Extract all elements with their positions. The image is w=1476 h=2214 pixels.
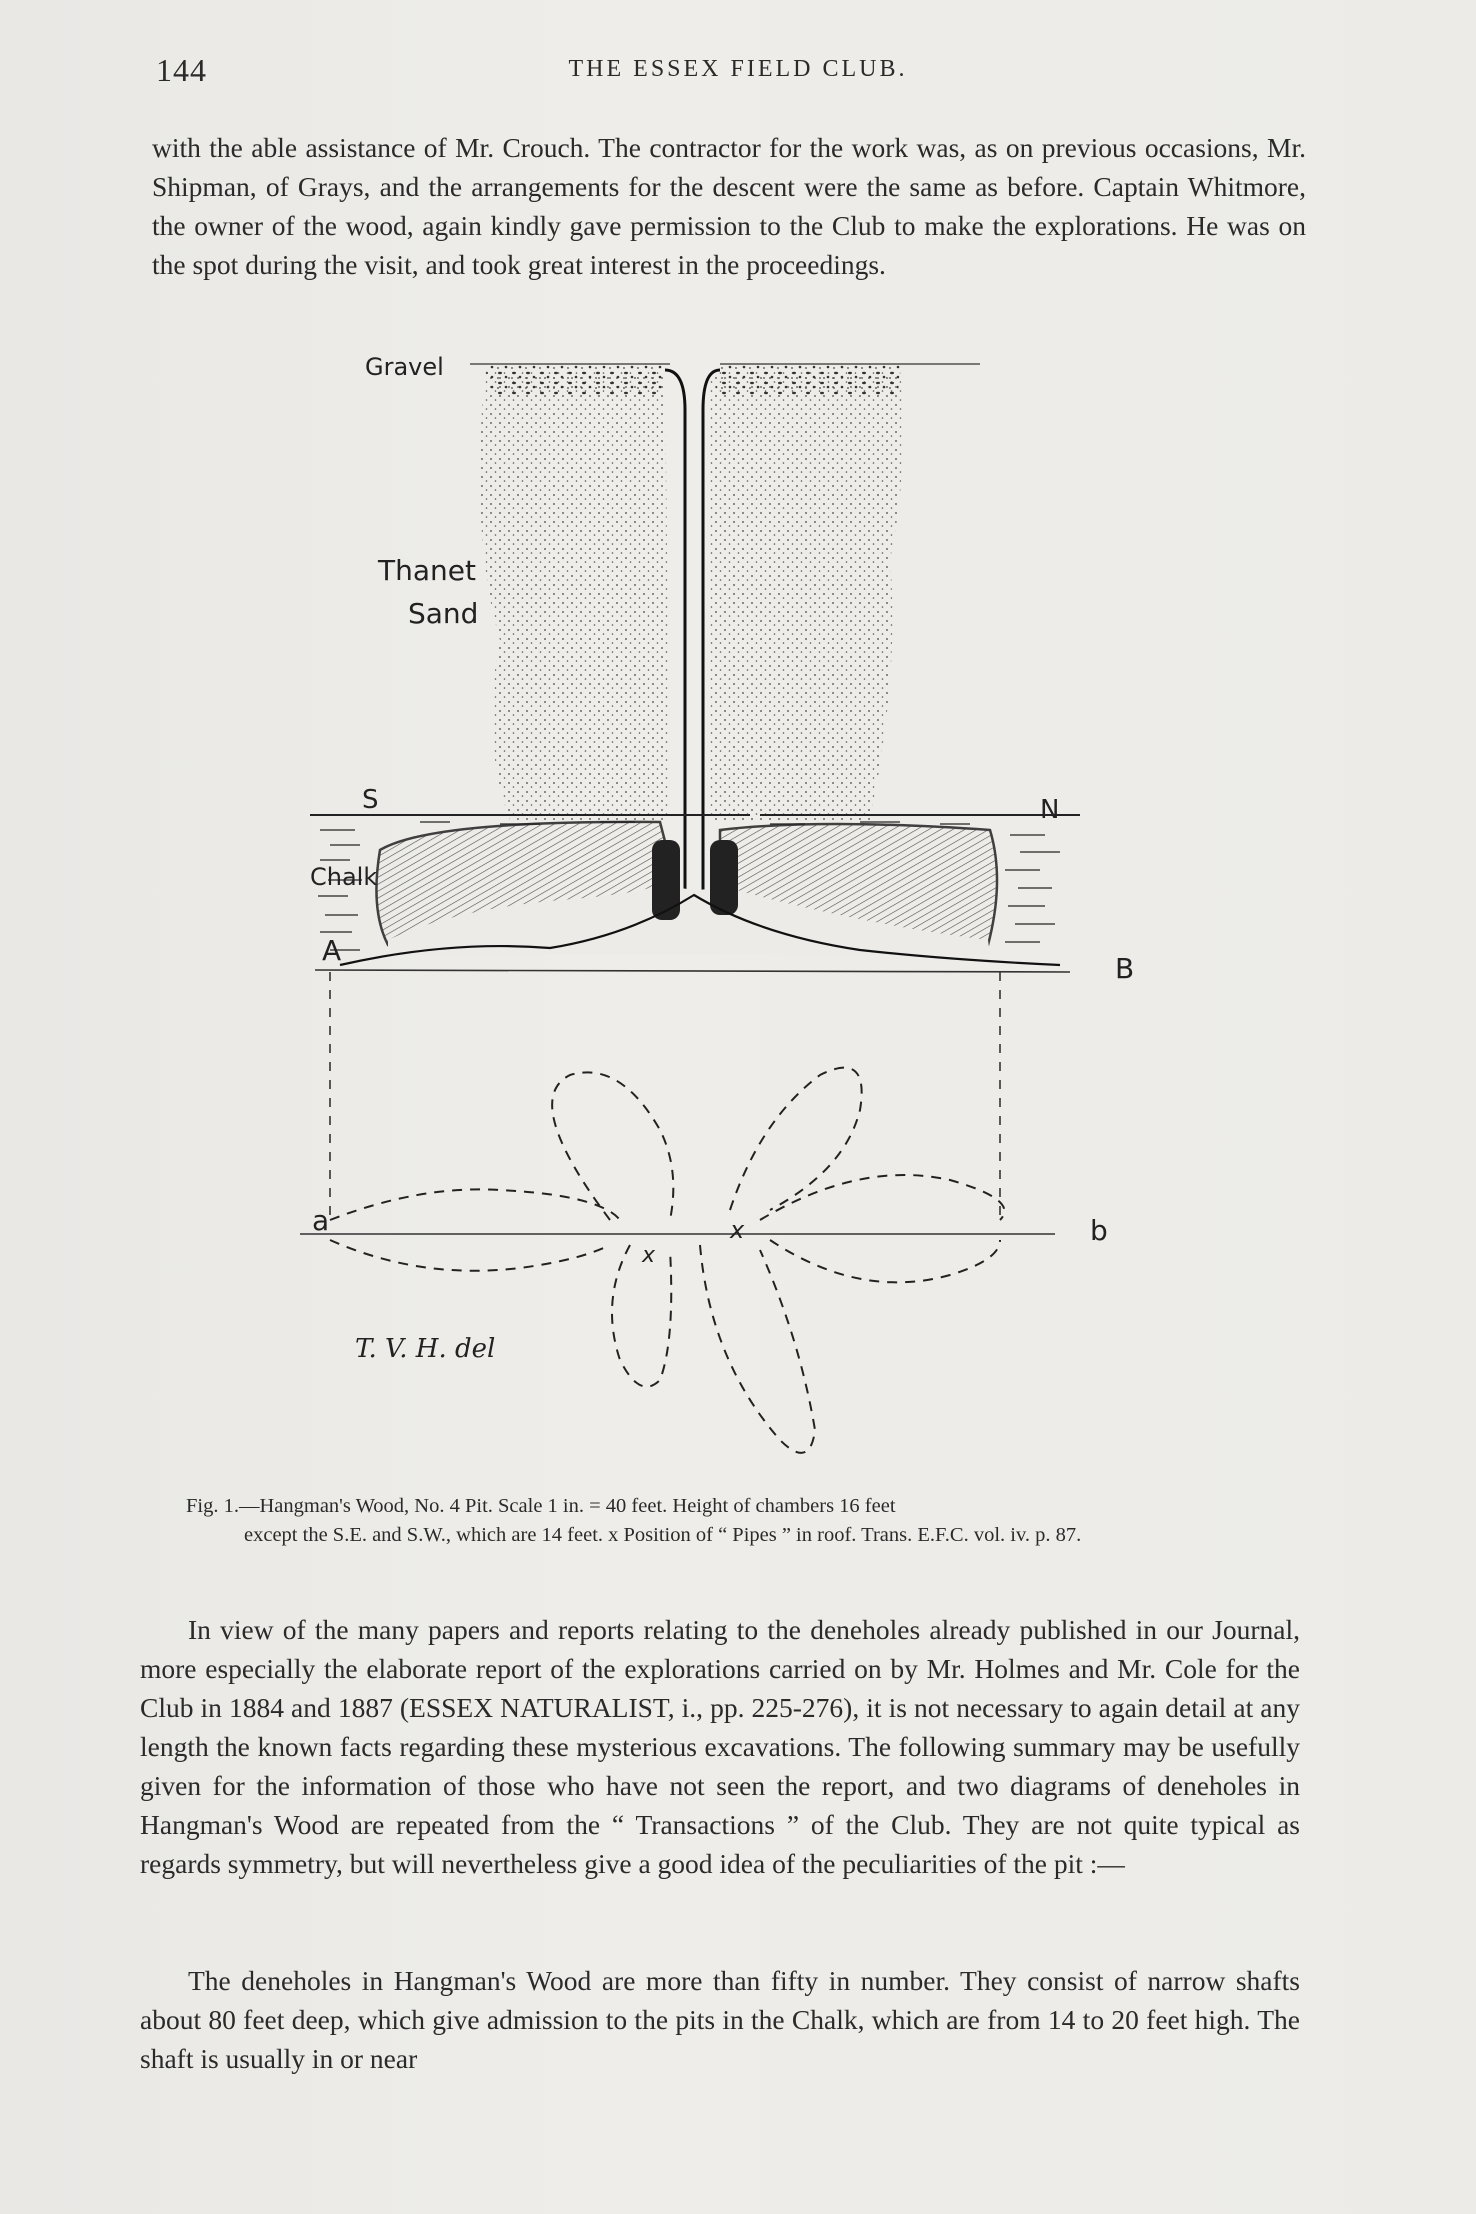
label-a: a [312,1204,330,1237]
label-x-lower: x [642,1243,656,1268]
label-x-center: x [730,1216,745,1244]
page-number: 144 [156,52,207,88]
section-line-AB [315,970,1070,972]
thanet-sand-right [710,370,903,820]
label-thanet: Thanet [378,554,476,587]
thanet-sand-left [480,370,670,820]
gravel-layer-left [485,365,665,395]
paragraph-intro: with the able assistance of Mr. Crouch. The contractor for the work was, as on previous occasions, Mr. Shipman, of Grays, and the arrangements for the descent were the same as before. Captain Whitmore, the owner of the wood, again kindly gave permission to the Club to make the explorations. He was on the spot during the visit, and took great interest in the proceedings. [152,132,1306,280]
lobe-north [552,1072,673,1220]
running-title: THE ESSEX FIELD CLUB. [568,56,908,82]
label-s: S [362,785,379,815]
paragraph-deneholes: The deneholes in Hangman's Wood are more than fifty in number. They consist of narrow shafts about 80 feet deep, which give admission to the pits in the Chalk, which are from 14 to 20 feet high. The shaft is usually in or near [140,1965,1300,2074]
label-b: b [1090,1214,1108,1247]
page-header [0,52,1476,92]
lobe-east-south [770,1240,1000,1282]
shaft [665,370,685,900]
label-n: N [1040,795,1060,825]
label-gravel: Gravel [365,353,444,381]
denehole-section-figure [300,340,1180,1480]
figure-caption [186,1492,1292,1550]
lobe-northeast [730,1068,862,1210]
lobe-west [330,1189,620,1220]
label-sand: Sand [408,597,479,630]
section-diagram [300,340,1180,1480]
lobe-east [760,1175,1004,1220]
label-A: A [322,934,342,967]
lobe-southeast [700,1245,815,1453]
caption-line-1: Fig. 1.—Hangman's Wood, No. 4 Pit. Scale 1 in. = 40 feet. Height of chambers 16 feet [186,1495,896,1517]
figure-credit: T. V. H. del [355,1334,496,1364]
lobe-southwest [330,1240,610,1271]
caption-line-2: except the S.E. and S.W., which are 14 feet. x Position of “ Pipes ” in roof. Trans. E.F.C. vol. iv. p. 87. [244,1524,1082,1546]
label-chalk: Chalk [310,863,378,891]
label-B: B [1115,952,1135,985]
paragraph-summary: In view of the many papers and reports relating to the deneholes already published in our Journal, more especially the elaborate report of the explorations carried on by Mr. Holmes and Mr. Cole for the Club in 1884 and 1887 (ESSEX NATURALIST, i., pp. 225-276), it is not necessary to again detail at any length the known facts regarding these mysterious excavations. The following summary may be usefully given for the information of those who have not seen the report, and two diagrams of deneholes in Hangman's Wood are repeated from the “ Transactions ” of the Club. They are not quite typical as regards symmetry, but will nevertheless give a good idea of the peculiarities of the pit :— [140,1614,1300,1879]
gravel-layer-right [715,365,900,395]
